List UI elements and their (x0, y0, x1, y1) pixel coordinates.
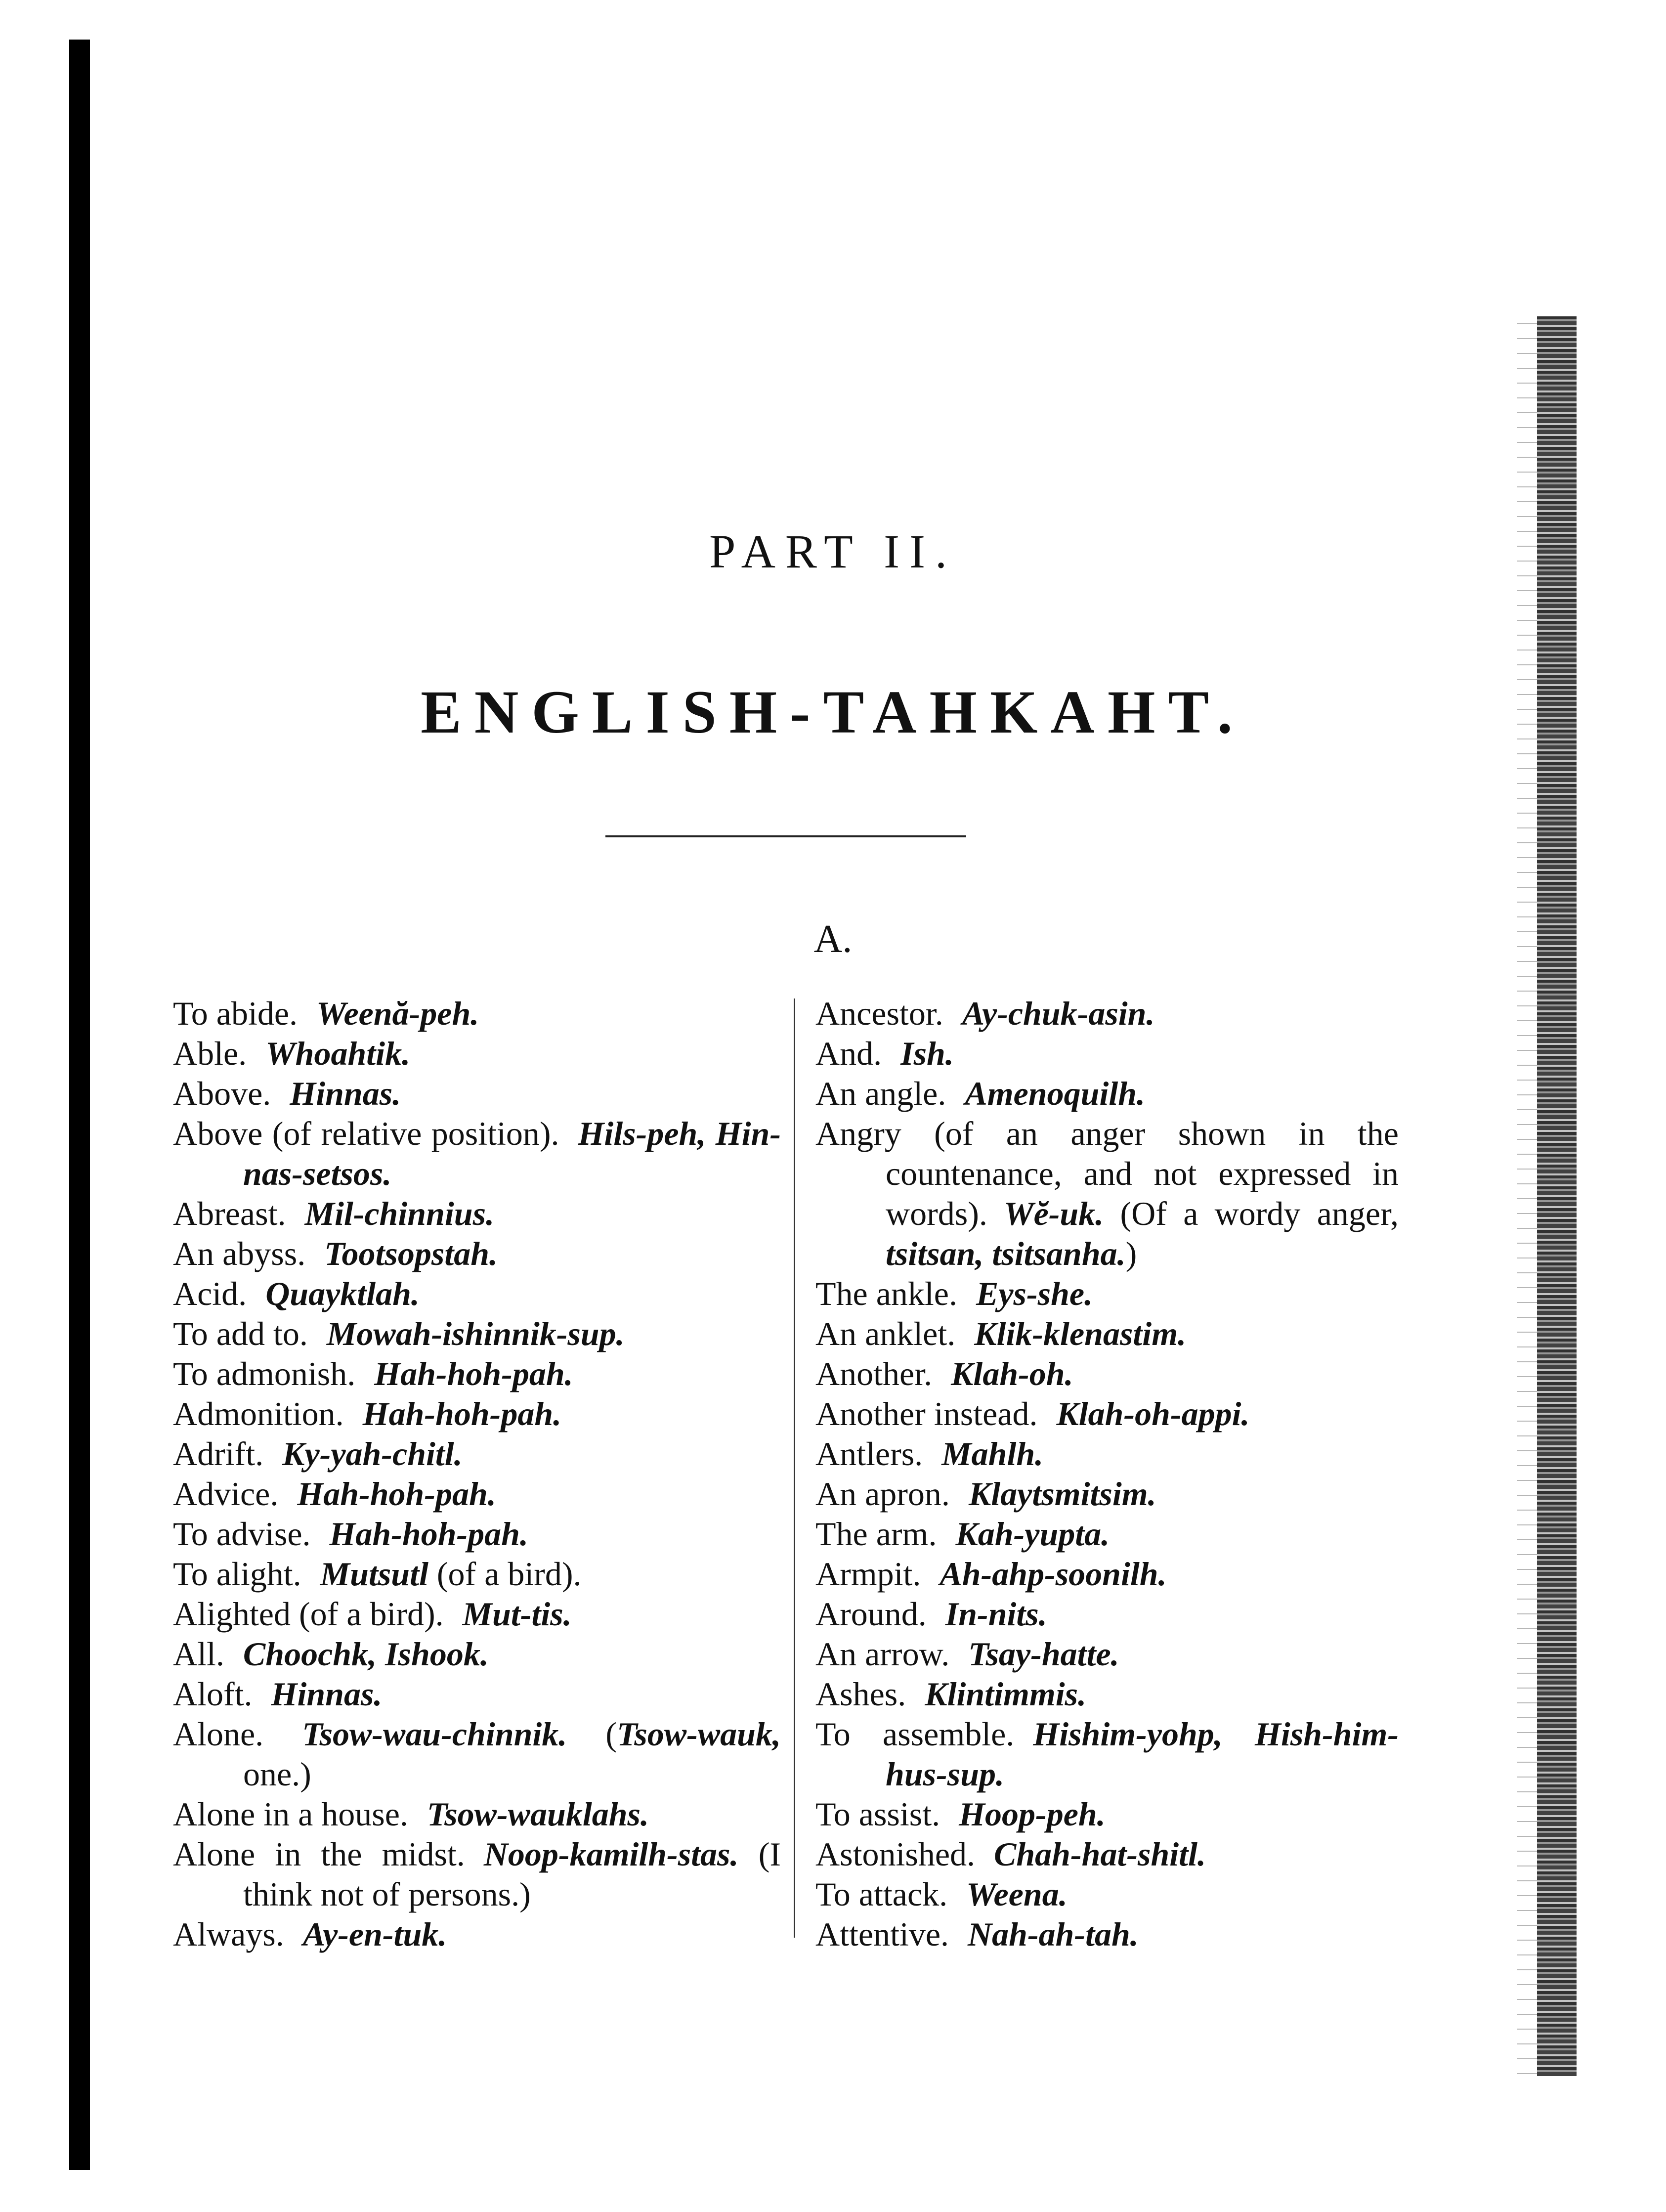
dictionary-entry: Abreast. Mil-chinnius. (173, 1195, 495, 1232)
dictionary-entry: To assemble. Hishim-yohp, Hish-him-hus-sup. (815, 1715, 1399, 1793)
dictionary-entry: Ashes. Klintimmis. (815, 1675, 1087, 1713)
dictionary-entry: An apron. Klaytsmitsim. (815, 1475, 1156, 1513)
dictionary-entry: Another. Klah-oh. (815, 1355, 1073, 1392)
dictionary-entry: Another instead. Klah-oh-appi. (815, 1395, 1250, 1432)
title-rule (605, 835, 966, 837)
part-heading: PART II. (709, 525, 957, 578)
page-title: ENGLISH-TAHKAHT. (421, 678, 1245, 746)
section-letter: A. (813, 917, 853, 961)
dictionary-entry: Armpit. Ah-ahp-soonilh. (815, 1555, 1167, 1593)
binding-edge (69, 40, 90, 2170)
right-column (815, 994, 1399, 1954)
dictionary-entry: Ancestor. Ay-chuk-asin. (815, 995, 1155, 1032)
dictionary-entry: To abide. Weenă-peh. (173, 995, 479, 1032)
dictionary-entry: Above (of relative position). Hils-peh, Hin-nas-setsos. (173, 1115, 781, 1192)
dictionary-entry: All. Choochk, Ishook. (173, 1635, 489, 1673)
dictionary-entry: To admonish. Hah-hoh-pah. (173, 1355, 573, 1392)
dictionary-entry: Always. Ay-en-tuk. (173, 1915, 447, 1953)
dictionary-entry: Attentive. Nah-ah-tah. (815, 1915, 1139, 1953)
dictionary-entry: Alighted (of a bird). Mut-tis. (173, 1595, 572, 1633)
dictionary-entry: To assist. Hoop-peh. (815, 1795, 1106, 1833)
dictionary-entry: Antlers. Mahlh. (815, 1435, 1044, 1473)
dictionary-entry: The arm. Kah-yupta. (815, 1515, 1110, 1553)
dictionary-entry: To alight. Mutsutl (of a bird). (173, 1555, 582, 1593)
dictionary-entry: Adrift. Ky-yah-chitl. (173, 1435, 463, 1473)
dictionary-entry: And. Ish. (815, 1035, 954, 1072)
dictionary-entry: To attack. Weena. (815, 1875, 1068, 1913)
dictionary-entry: An angle. Amenoquilh. (815, 1075, 1146, 1112)
dictionary-entry: Above. Hinnas. (173, 1075, 401, 1112)
dictionary-entry: The ankle. Eys-she. (815, 1275, 1093, 1312)
dictionary-entry: To advise. Hah-hoh-pah. (173, 1515, 528, 1553)
dictionary-entry: An anklet. Klik-klenastim. (815, 1315, 1187, 1352)
dictionary-entry: Acid. Quayktlah. (173, 1275, 420, 1312)
dictionary-entry: An arrow. Tsay-hatte. (815, 1635, 1119, 1673)
dictionary-entry: Around. In-nits. (815, 1595, 1047, 1633)
dictionary-entry: Alone in a house. Tsow-wauklahs. (173, 1795, 649, 1833)
dictionary-entry: To add to. Mowah-ishinnik-sup. (173, 1315, 625, 1352)
dictionary-entry: Astonished. Chah-hat-shitl. (815, 1835, 1206, 1873)
dictionary-entry: Angry (of an anger shown in the countenance, and not expressed in words). Wĕ-uk. (Of a wordy anger, tsitsan, tsitsanha.) (815, 1115, 1399, 1272)
dictionary-entry: Aloft. Hinnas. (173, 1675, 383, 1713)
left-column (173, 994, 781, 1954)
page-edge-scan-artifact (1537, 316, 1577, 2076)
dictionary-entry: Alone. Tsow-wau-chinnik. (Tsow-wauk, one.) (173, 1715, 781, 1793)
dictionary-entry: Admonition. Hah-hoh-pah. (173, 1395, 562, 1432)
dictionary-entry: Advice. Hah-hoh-pah. (173, 1475, 496, 1513)
dictionary-entry: Able. Whoahtik. (173, 1035, 411, 1072)
dictionary-entry: Alone in the midst. Noop-kamilh-stas. (I think not of persons.) (173, 1835, 781, 1913)
column-divider (794, 998, 795, 1938)
dictionary-entry: An abyss. Tootsopstah. (173, 1235, 498, 1272)
page-edge-shadow (1517, 316, 1537, 2076)
